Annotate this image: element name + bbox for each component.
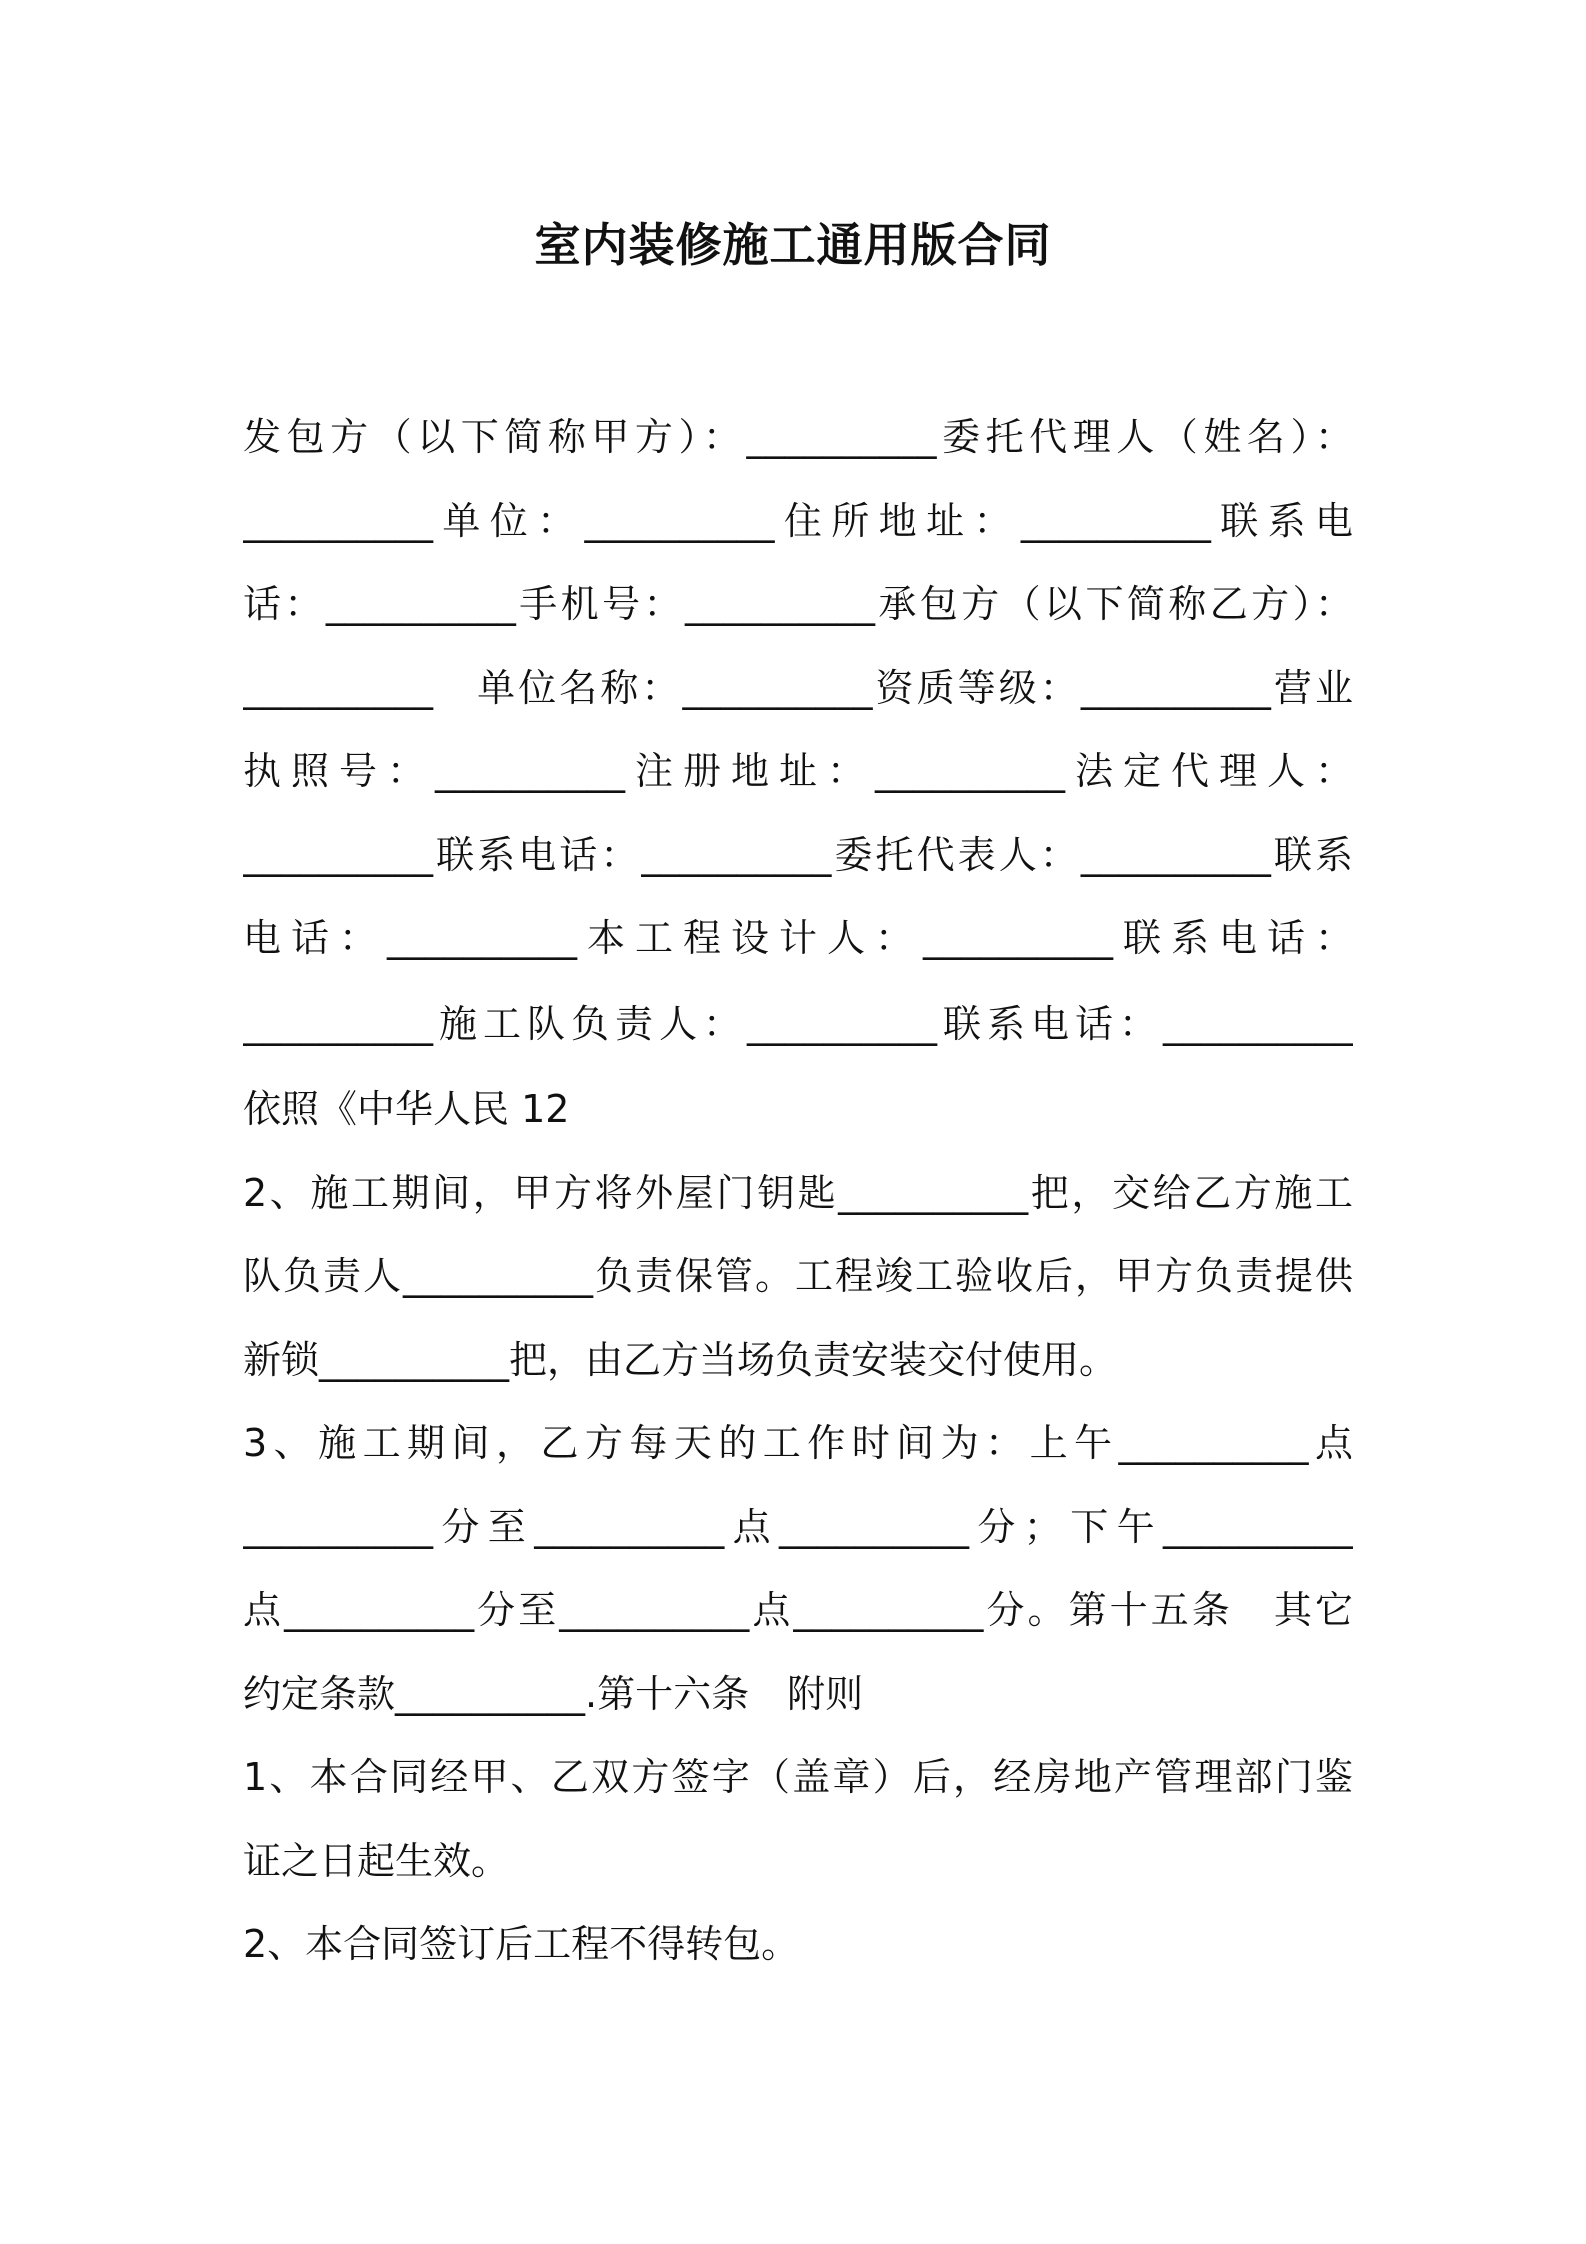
party-a-line: 发包方（以下简称甲方）：__________委托代理人（姓名）： — [243, 415, 1353, 459]
party-b-contact-line: __________联系电话：__________委托代表人：__________联系 — [243, 833, 1353, 877]
party-a-unit-line: __________单位：__________住所地址：__________联系电 — [243, 499, 1353, 543]
clause-2-keys-line-2: 队负责人__________负责保管。工程竣工验收后，甲方负责提供 — [243, 1254, 1353, 1298]
effective-clause-line-1: 1、本合同经甲、乙双方签字（盖章）后，经房地产管理部门鉴 — [243, 1755, 1353, 1799]
license-line: 执照号：__________注册地址：__________法定代理人： — [243, 749, 1353, 793]
legal-basis-line: 依照《中华人民 12 — [243, 1087, 570, 1131]
team-leader-line: __________施工队负责人：__________联系电话：__________ — [243, 1002, 1353, 1046]
clause-3-hours-line-1: 3、施工期间，乙方每天的工作时间为：上午__________点 — [243, 1421, 1353, 1465]
party-b-unit-line: __________ 单位名称：__________资质等级：__________营业 — [243, 666, 1353, 710]
supplementary-terms-line: 约定条款__________.第十六条 附则 — [243, 1672, 864, 1716]
party-a-phone-line: 话：__________手机号：__________承包方（以下简称乙方）： — [243, 582, 1353, 626]
effective-clause-line-2: 证之日起生效。 — [243, 1839, 510, 1883]
clause-3-hours-line-2: __________分至__________点__________分；下午__________ — [243, 1505, 1353, 1549]
document-title: 室内装修施工通用版合同 — [534, 218, 1052, 272]
no-subcontract-clause: 2、本合同签订后工程不得转包。 — [243, 1922, 800, 1966]
clause-2-keys-line-1: 2、施工期间，甲方将外屋门钥匙__________把，交给乙方施工 — [243, 1171, 1353, 1215]
clause-2-keys-line-3: 新锁__________把，由乙方当场负责安装交付使用。 — [243, 1338, 1118, 1382]
clause-3-hours-line-3: 点__________分至__________点__________分。第十五条 其它 — [243, 1588, 1353, 1632]
designer-line: 电话：__________本工程设计人：__________联系电话： — [243, 916, 1353, 960]
